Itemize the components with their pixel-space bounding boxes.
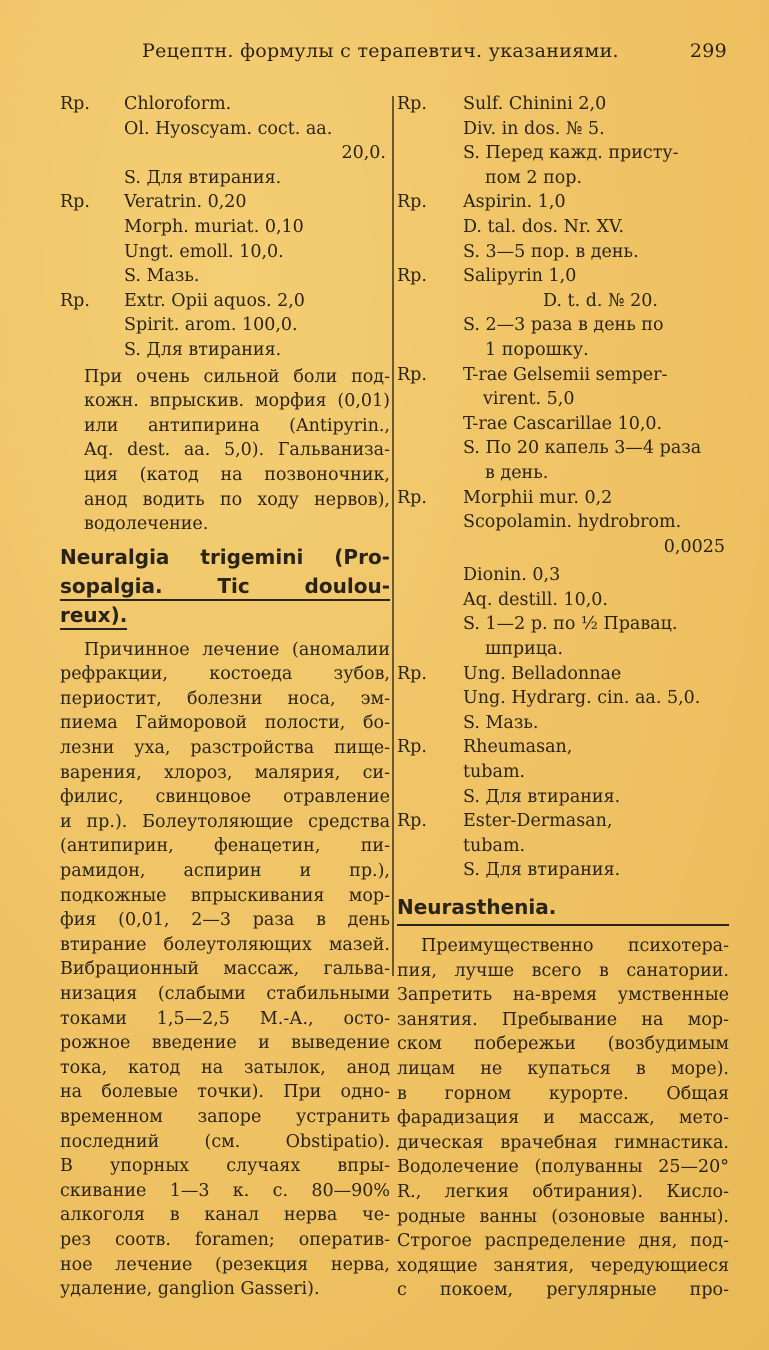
text-line: ное лечение (резекция нерва,: [60, 1254, 390, 1275]
prescription: [397, 92, 729, 190]
prescription: [397, 486, 729, 662]
column-divider: [392, 96, 394, 976]
rx-tag: Rp.: [397, 663, 427, 684]
text-line: фарадизация и массаж, мето-: [397, 1108, 729, 1129]
text-line: ходящие занятия, чередующиеся: [397, 1255, 729, 1276]
rx-signature: S. Для втирания.: [463, 786, 621, 807]
text-line: дическая врачебная гимнастика.: [397, 1132, 729, 1153]
rx-line: tubam.: [463, 762, 526, 783]
rx-tag: Rp.: [397, 364, 427, 385]
rx-tag: Rp.: [60, 192, 90, 213]
text-line: При очень сильной боли под-: [84, 366, 390, 387]
rx-line: T-rae Gelsemii semper-: [463, 364, 668, 385]
rx-signature: S. Для втирания.: [124, 167, 282, 188]
rx-tag: Rp.: [60, 290, 90, 311]
rx-line: Salipyrin 1,0: [463, 266, 577, 287]
rx-line: Ung. Belladonnae: [463, 663, 622, 684]
text-line: в горном курорте. Общая: [397, 1083, 729, 1104]
rx-signature: в день.: [485, 462, 549, 483]
text-line: с покоем, регулярные про-: [397, 1280, 729, 1301]
rx-signature: S. Для втирания.: [124, 339, 282, 360]
text-line: Водолечение (полуванны 25—20°: [397, 1157, 729, 1178]
text-line: лицам не купаться в море).: [397, 1058, 729, 1079]
text-line: Запретить на-время умственные: [397, 985, 729, 1006]
text-line: последний (см. Obstipatio).: [60, 1131, 390, 1152]
rx-signature: шприца.: [485, 639, 564, 660]
rx-signature: S. Для втирания.: [463, 860, 621, 881]
rx-line: Chloroform.: [124, 94, 232, 114]
rx-line: Div. in dos. № 5.: [463, 118, 605, 139]
prescription: [397, 809, 729, 883]
prescription: [60, 289, 390, 363]
rx-signature: S. 1—2 р. по ½ Правац.: [463, 614, 678, 635]
rx-signature: 1 порошку.: [485, 339, 589, 360]
rx-line: Dionin. 0,3: [463, 565, 561, 586]
text-line: Вибрационный массаж, гальва-: [60, 959, 390, 980]
rx-signature: S. 3—5 пор. в день.: [463, 241, 639, 262]
text-line: на болевые точки). При одно-: [60, 1082, 390, 1103]
text-line: филис, свинцовое отравление: [60, 787, 390, 808]
text-line: пиема Гайморовой полости, бо-: [60, 713, 390, 734]
text-line: токами 1,5—2,5 М.-А., осто-: [60, 1008, 390, 1029]
heading-line: Neuralgia trigemini (Pro-: [60, 544, 390, 569]
paragraph-neurasthenia-treatment: [397, 934, 729, 1303]
text-line: анод водить по ходу нервов),: [84, 489, 390, 510]
text-line: В упорных случаях впры-: [60, 1156, 390, 1177]
text-line: скивание 1—3 к. с. 80—90%: [60, 1180, 390, 1201]
text-line: Строгое распределение дня, под-: [397, 1231, 729, 1252]
rx-signature: пом 2 пор.: [485, 167, 583, 188]
text-line: рамидон, аспирин и пр.),: [60, 861, 390, 882]
text-line: R., легкия обтирания). Кисло-: [397, 1181, 729, 1202]
text-line: втирание болеутоляющих мазей.: [60, 934, 390, 955]
text-line: периостит, болезни носа, эм-: [60, 688, 390, 709]
rx-line: 20,0.: [341, 143, 386, 164]
rx-line: virent. 5,0: [483, 389, 575, 410]
left-column: [60, 92, 390, 1302]
heading-line: sopalgia. Tic doulou-: [60, 572, 390, 601]
text-line: рефракции, костоеда зубов,: [60, 664, 390, 685]
heading-line: reux).: [60, 601, 390, 630]
prescription: [397, 662, 729, 736]
text-line: низация (слабыми стабильными: [60, 984, 390, 1004]
rx-line: Spirit. arom. 100,0.: [124, 315, 298, 336]
rx-line: Morph. muriat. 0,10: [124, 216, 304, 237]
text-line: ция (катод на позвоночник,: [84, 464, 390, 485]
rx-tag: Rp.: [397, 487, 427, 508]
rx-line: Aspirin. 1,0: [463, 192, 566, 213]
section-heading-neuralgia: [60, 543, 390, 630]
rx-tag: Rp.: [397, 192, 427, 213]
rx-line: Veratrin. 0,20: [124, 192, 247, 213]
paragraph-neuralgia-treatment: [60, 638, 390, 1302]
section-heading-neurasthenia: Neurasthenia.: [397, 893, 729, 926]
prescription: [60, 92, 390, 190]
prescription: [60, 190, 390, 288]
rx-signature: S. По 20 капель 3—4 раза: [463, 438, 702, 459]
rx-line: Sulf. Chinini 2,0: [463, 94, 607, 114]
text-line: кожн. впрыскив. морфия (0,01): [84, 391, 390, 412]
rx-tag: Rp.: [397, 266, 427, 287]
rx-line: Ungt. emoll. 10,0.: [124, 241, 284, 262]
rx-line: D. tal. dos. Nr. XV.: [463, 216, 625, 237]
text-line: Причинное лечение (аномалии: [84, 639, 390, 660]
rx-line: D. t. d. № 20.: [543, 290, 658, 311]
rx-line: Extr. Opii aquos. 2,0: [124, 290, 305, 311]
text-line: или антипирина (Antipyrin.,: [84, 415, 390, 436]
text-line: подкожные впрыскивания мор-: [60, 885, 390, 906]
paragraph-pain-relief: [60, 365, 390, 537]
text-line: тока, катод на затылок, анод: [60, 1057, 390, 1078]
text-line: удаление, ganglion Gasseri).: [60, 1279, 320, 1300]
rx-signature: S. Мазь.: [463, 712, 539, 733]
text-line: и пр.). Болеутоляющие средства: [60, 811, 390, 832]
text-line: алкоголя в канал нерва че-: [60, 1205, 390, 1226]
text-line: (антипирин, фенацетин, пи-: [60, 836, 390, 857]
rx-line: Aq. destill. 10,0.: [463, 589, 608, 610]
rx-tag: Rp.: [397, 94, 427, 114]
text-line: занятия. Пребывание на мор-: [397, 1009, 729, 1030]
prescription: [397, 190, 729, 264]
rx-line: Ester-Dermasan,: [463, 811, 613, 832]
rx-line: Scopolamin. hydrobrom.: [463, 512, 682, 533]
text-line: родные ванны (озоновые ванны).: [397, 1206, 729, 1227]
rx-signature: S. 2—3 раза в день по: [463, 315, 664, 336]
text-line: ском побережьи (возбудимым: [397, 1034, 729, 1055]
running-header: [142, 40, 727, 62]
rx-line: Rheumasan,: [463, 737, 573, 758]
text-line: рез соотв. foramen; оператив-: [60, 1229, 390, 1250]
rx-tag: Rp.: [60, 94, 90, 114]
rx-line: Morphii mur. 0,2: [463, 487, 613, 508]
text-line: Преимущественно психотера-: [421, 936, 729, 956]
prescription: [397, 735, 729, 809]
rx-tag: Rp.: [397, 811, 427, 832]
page-number: 299: [689, 40, 727, 62]
rx-signature: S. Мазь.: [124, 266, 200, 287]
rx-tag: Rp.: [397, 737, 427, 758]
text-line: пия, лучше всего в санатории.: [397, 960, 729, 981]
text-line: Aq. dest. aa. 5,0). Гальваниза-: [84, 440, 390, 461]
prescription: [397, 363, 729, 486]
text-line: рожное введение и выведение: [60, 1033, 390, 1054]
text-line: лезни уха, разстройства пище-: [60, 738, 390, 759]
rx-signature: S. Перед кажд. присту-: [463, 143, 679, 164]
right-column: [397, 92, 729, 1303]
rx-line: T-rae Cascarillae 10,0.: [463, 413, 663, 434]
rx-line: Ol. Hyoscyam. coct. aa.: [124, 118, 333, 139]
text-line: водолечение.: [84, 514, 209, 535]
text-line: временном запоре устранить: [60, 1106, 390, 1127]
text-line: фия (0,01, 2—3 раза в день: [60, 910, 390, 931]
prescription: [397, 264, 729, 362]
rx-line: Ung. Hydrarg. cin. aa. 5,0.: [463, 688, 701, 709]
text-line: варения, хлороз, малярия, си-: [60, 762, 390, 783]
running-title: Рецептн. формулы с терапевтич. указаниями.: [142, 40, 619, 62]
rx-line: 0,0025: [663, 536, 725, 557]
rx-line: tubam.: [463, 835, 526, 856]
